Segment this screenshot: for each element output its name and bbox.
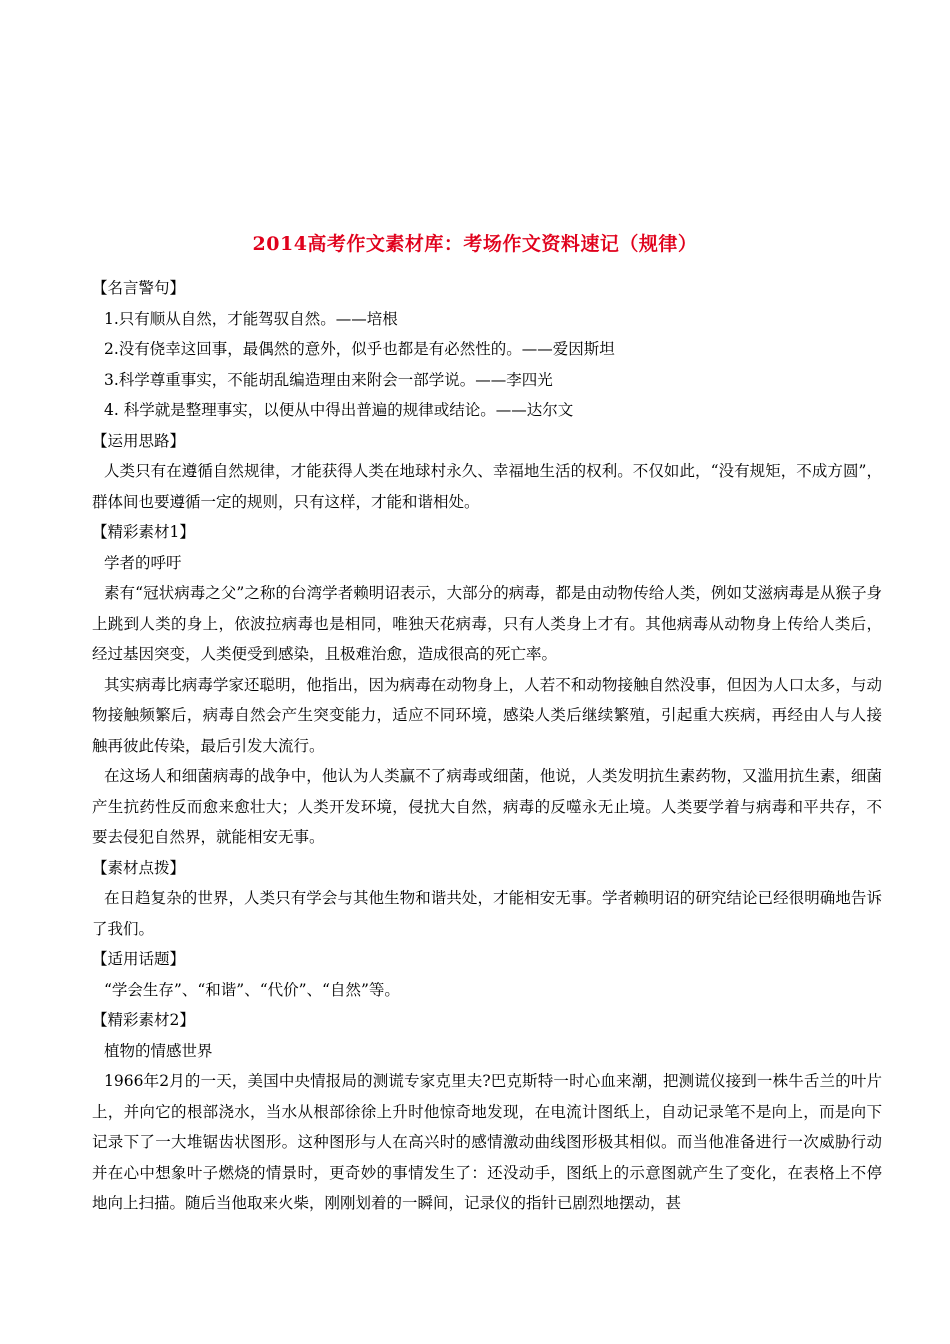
- material1-paragraph: 素有“冠状病毒之父”之称的台湾学者赖明诏表示，大部分的病毒，都是由动物传给人类，例如艾滋病毒是从猴子身上跳到人类的身上，依波拉病毒也是相同，唯独天花病毒，只有人类身上才有。其他病毒从动物身上传给人类后，经过基因突变，人类便受到感染，且极难治愈，造成很高的死亡率。: [92, 584, 882, 663]
- section-heading-material2: 【精彩素材2】: [92, 1011, 195, 1029]
- material2-paragraph: 1966年2月的一天，美国中央情报局的测谎专家克里夫?巴克斯特一时心血来潮，把测谎仪接到一株牛舌兰的叶片上，并向它的根部浇水，当水从根部徐徐上升时他惊奇地发现，在电流计图纸上，自动记录笔不是向上，而是向下记录下了一大堆锯齿状图形。这种图形与人在高兴时的感情激动曲线图形极其相似。而当他准备进行一次威胁行动并在心中想象叶子燃烧的情景时，更奇妙的事情发生了：还没动手，图纸上的示意图就产生了变化，在表格上不停地向上扫描。随后当他取来火柴，刚刚划着的一瞬间，记录仪的指针已剧烈地摆动，甚: [92, 1072, 882, 1212]
- material1-paragraph: 在这场人和细菌病毒的战争中，他认为人类赢不了病毒或细菌，他说，人类发明抗生素药物，又滥用抗生素，细菌产生抗药性反而愈来愈壮大；人类开发环境，侵扰大自然，病毒的反噬永无止境。人类要学着与病毒和平共存，不要去侵犯自然界，就能相安无事。: [92, 767, 882, 846]
- quote-item: 4. 科学就是整理事实，以便从中得出普遍的规律或结论。——达尔文: [104, 401, 574, 419]
- section-heading-material1: 【精彩素材1】: [92, 523, 195, 541]
- document-title: 2014高考作文素材库：考场作文资料速记（规律）: [252, 233, 698, 255]
- quote-item: 3.科学尊重事实，不能胡乱编造理由来附会一部学说。——李四光: [104, 370, 553, 389]
- topics-text: “学会生存”、“和谐”、“代价”、“自然”等。: [104, 980, 400, 999]
- section-heading-comment: 【素材点拨】: [92, 858, 186, 877]
- material1-subtitle: 学者的呼吁: [104, 553, 182, 572]
- usage-paragraph: 人类只有在遵循自然规律，才能获得人类在地球村永久、幸福地生活的权利。不仅如此，“没有规矩，不成方圆”，群体间也要遵循一定的规则，只有这样，才能和谐相处。: [92, 462, 882, 511]
- document-body: [92, 273, 882, 1219]
- section-heading-usage: 【运用思路】: [92, 431, 186, 450]
- quote-item: 2.没有侥幸这回事，最偶然的意外，似乎也都是有必然性的。——爱因斯坦: [104, 340, 615, 358]
- material2-subtitle: 植物的情感世界: [104, 1041, 213, 1060]
- section-heading-topics: 【适用话题】: [92, 950, 186, 968]
- quote-item: 1.只有顺从自然，才能驾驭自然。——培根: [104, 309, 398, 328]
- material1-paragraph: 其实病毒比病毒学家还聪明，他指出，因为病毒在动物身上，人若不和动物接触自然没事，但因为人口太多，与动物接触频繁后，病毒自然会产生突变能力，适应不同环境，感染人类后继续繁殖，引起重大疾病，再经由人与人接触再彼此传染，最后引发大流行。: [92, 675, 882, 755]
- section-heading-quotes: 【名言警句】: [92, 279, 186, 297]
- comment-paragraph: 在日趋复杂的世界，人类只有学会与其他生物和谐共处，才能相安无事。学者赖明诏的研究结论已经很明确地告诉了我们。: [92, 889, 882, 938]
